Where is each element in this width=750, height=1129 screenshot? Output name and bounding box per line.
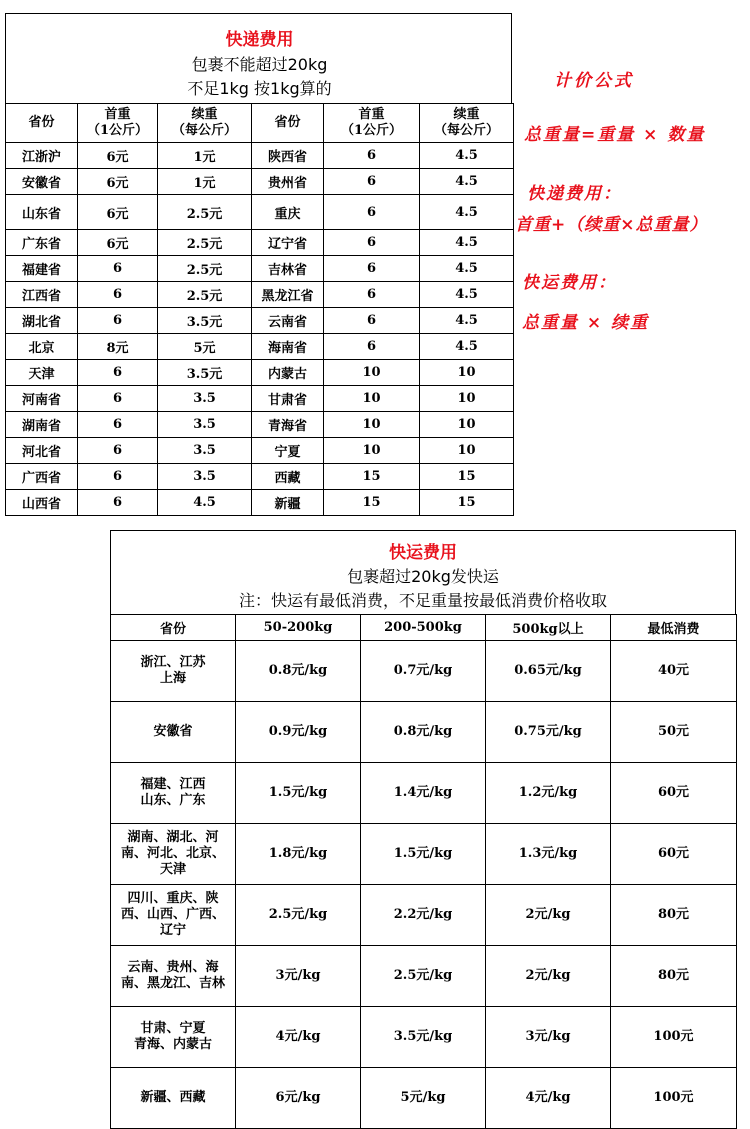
express-cell-first-weight: 6 [78, 464, 158, 490]
express-cell-first-weight: 6 [78, 360, 158, 386]
header-50-200kg: 50-200kg [236, 615, 361, 641]
express-cell-continued-weight-2: 4.5 [420, 334, 514, 360]
express-cell-province-2: 西藏 [252, 464, 324, 490]
express-cell-continued-weight-2: 4.5 [420, 308, 514, 334]
freight-header [110, 530, 736, 615]
express-cell-province-2: 宁夏 [252, 438, 324, 464]
express-cell-continued-weight: 2.5元 [158, 230, 252, 256]
formula-express: 首重+（续重×总重量） [515, 215, 708, 235]
express-cell-province-2: 陕西省 [252, 143, 324, 169]
express-cell-first-weight-2: 6 [324, 334, 420, 360]
express-cell-continued-weight: 3.5 [158, 464, 252, 490]
formula-freight: 总重量 × 续重 [522, 313, 650, 333]
freight-cell-50-200kg: 6元/kg [236, 1068, 361, 1129]
freight-cell-50-200kg: 2.5元/kg [236, 885, 361, 946]
freight-cell-province: 湖南、湖北、河南、河北、北京、天津 [111, 824, 236, 885]
freight-cell-50-200kg: 0.8元/kg [236, 641, 361, 702]
express-row [6, 230, 514, 256]
formula-title: 计价公式 [554, 71, 634, 91]
express-cell-province-2: 吉林省 [252, 256, 324, 282]
formula-express-label: 快递费用： [527, 184, 622, 204]
express-cell-continued-weight: 4.5 [158, 490, 252, 516]
express-cell-continued-weight: 2.5元 [158, 256, 252, 282]
express-price-table [5, 103, 514, 516]
express-rounding-note: 不足1kg 按1kg算的 [187, 79, 332, 98]
express-cell-province-2: 贵州省 [252, 169, 324, 195]
express-cell-first-weight: 6 [78, 438, 158, 464]
freight-cell-200-500kg: 5元/kg [361, 1068, 486, 1129]
express-cell-province: 天津 [6, 360, 78, 386]
freight-cell-500kg-plus: 0.65元/kg [486, 641, 611, 702]
express-cell-first-weight: 6元 [78, 195, 158, 230]
express-row [6, 334, 514, 360]
freight-cell-200-500kg: 2.5元/kg [361, 946, 486, 1007]
express-cell-province-2: 内蒙古 [252, 360, 324, 386]
express-row [6, 308, 514, 334]
express-cell-first-weight-2: 10 [324, 360, 420, 386]
freight-cell-50-200kg: 1.5元/kg [236, 763, 361, 824]
header-province: 省份 [6, 104, 78, 143]
header-500kg-plus: 500kg以上 [486, 615, 611, 641]
freight-cell-500kg-plus: 1.3元/kg [486, 824, 611, 885]
freight-price-table [110, 614, 737, 1129]
express-table-header [6, 104, 514, 143]
express-cell-first-weight-2: 10 [324, 438, 420, 464]
freight-cell-200-500kg: 0.7元/kg [361, 641, 486, 702]
freight-row [111, 824, 737, 885]
freight-cell-minimum-charge: 80元 [611, 885, 737, 946]
freight-weight-note: 包裹超过20kg发快运 [347, 567, 499, 586]
express-cell-continued-weight-2: 15 [420, 464, 514, 490]
freight-cell-200-500kg: 2.2元/kg [361, 885, 486, 946]
express-cell-continued-weight: 3.5元 [158, 360, 252, 386]
express-cell-first-weight: 6 [78, 490, 158, 516]
freight-row [111, 763, 737, 824]
freight-table-header [111, 615, 737, 641]
express-cell-first-weight-2: 6 [324, 230, 420, 256]
express-cell-first-weight-2: 15 [324, 490, 420, 516]
express-cell-province: 广东省 [6, 230, 78, 256]
header-first-weight-2: 首重 （1公斤） [324, 104, 420, 143]
express-cell-first-weight-2: 6 [324, 256, 420, 282]
express-cell-province: 江西省 [6, 282, 78, 308]
express-cell-continued-weight-2: 4.5 [420, 169, 514, 195]
express-cell-province: 山西省 [6, 490, 78, 516]
formula-freight-label: 快运费用： [522, 273, 617, 293]
freight-cell-province: 四川、重庆、陕西、山西、广西、辽宁 [111, 885, 236, 946]
express-cell-continued-weight-2: 4.5 [420, 143, 514, 169]
formula-total-weight: 总重量=重量 × 数量 [524, 125, 706, 145]
express-cell-first-weight: 6 [78, 386, 158, 412]
express-cell-province: 福建省 [6, 256, 78, 282]
header-continued-weight: 续重 （每公斤） [158, 104, 252, 143]
express-cell-first-weight: 6 [78, 282, 158, 308]
express-row [6, 438, 514, 464]
express-cell-province: 湖南省 [6, 412, 78, 438]
express-cell-first-weight-2: 6 [324, 143, 420, 169]
freight-cell-500kg-plus: 4元/kg [486, 1068, 611, 1129]
express-header [5, 13, 512, 103]
express-cell-first-weight: 6元 [78, 143, 158, 169]
express-title: 快递费用 [225, 30, 294, 50]
freight-cell-500kg-plus: 2元/kg [486, 946, 611, 1007]
express-cell-first-weight-2: 6 [324, 308, 420, 334]
freight-row [111, 1068, 737, 1129]
express-weight-limit: 包裹不能超过20kg [191, 55, 328, 74]
express-cell-province-2: 青海省 [252, 412, 324, 438]
express-cell-first-weight: 6 [78, 412, 158, 438]
freight-cell-province: 安徽省 [111, 702, 236, 763]
express-cell-continued-weight: 1元 [158, 169, 252, 195]
header-province-2: 省份 [252, 104, 324, 143]
express-cell-first-weight-2: 10 [324, 386, 420, 412]
express-cell-first-weight-2: 6 [324, 195, 420, 230]
freight-cell-province: 福建、江西 山东、广东 [111, 763, 236, 824]
freight-cell-50-200kg: 3元/kg [236, 946, 361, 1007]
freight-row [111, 946, 737, 1007]
freight-cell-50-200kg: 4元/kg [236, 1007, 361, 1068]
freight-cell-500kg-plus: 2元/kg [486, 885, 611, 946]
express-cell-continued-weight: 3.5 [158, 412, 252, 438]
express-cell-continued-weight-2: 10 [420, 386, 514, 412]
freight-cell-200-500kg: 1.4元/kg [361, 763, 486, 824]
express-cell-province: 安徽省 [6, 169, 78, 195]
express-cell-first-weight-2: 6 [324, 169, 420, 195]
express-cell-province: 河北省 [6, 438, 78, 464]
express-cell-first-weight-2: 10 [324, 412, 420, 438]
express-cell-continued-weight-2: 10 [420, 412, 514, 438]
freight-cell-minimum-charge: 50元 [611, 702, 737, 763]
freight-cell-minimum-charge: 80元 [611, 946, 737, 1007]
express-cell-continued-weight-2: 10 [420, 438, 514, 464]
freight-cell-500kg-plus: 0.75元/kg [486, 702, 611, 763]
freight-cell-province: 云南、贵州、海南、黑龙江、吉林 [111, 946, 236, 1007]
express-cell-first-weight: 8元 [78, 334, 158, 360]
freight-row [111, 1007, 737, 1068]
express-cell-first-weight: 6元 [78, 230, 158, 256]
express-cell-province: 江浙沪 [6, 143, 78, 169]
header-minimum-charge: 最低消费 [611, 615, 737, 641]
freight-cell-500kg-plus: 1.2元/kg [486, 763, 611, 824]
express-row [6, 169, 514, 195]
express-row [6, 195, 514, 230]
express-cell-province-2: 辽宁省 [252, 230, 324, 256]
express-cell-province-2: 新疆 [252, 490, 324, 516]
express-cell-province-2: 甘肃省 [252, 386, 324, 412]
freight-cell-province: 浙江、江苏 上海 [111, 641, 236, 702]
freight-cell-province: 甘肃、宁夏 青海、内蒙古 [111, 1007, 236, 1068]
freight-cell-minimum-charge: 40元 [611, 641, 737, 702]
express-cell-continued-weight-2: 15 [420, 490, 514, 516]
express-cell-continued-weight: 3.5元 [158, 308, 252, 334]
express-row [6, 464, 514, 490]
express-cell-province: 河南省 [6, 386, 78, 412]
express-cell-continued-weight-2: 4.5 [420, 195, 514, 230]
freight-cell-minimum-charge: 100元 [611, 1068, 737, 1129]
freight-cell-minimum-charge: 60元 [611, 824, 737, 885]
freight-minimum-note: 注：快运有最低消费，不足重量按最低消费价格收取 [238, 591, 607, 610]
freight-cell-province: 新疆、西藏 [111, 1068, 236, 1129]
express-cell-continued-weight: 1元 [158, 143, 252, 169]
freight-cell-500kg-plus: 3元/kg [486, 1007, 611, 1068]
express-cell-continued-weight: 2.5元 [158, 282, 252, 308]
freight-row [111, 702, 737, 763]
header-province: 省份 [111, 615, 236, 641]
freight-cell-minimum-charge: 100元 [611, 1007, 737, 1068]
express-cell-province: 山东省 [6, 195, 78, 230]
express-row [6, 412, 514, 438]
freight-cell-200-500kg: 3.5元/kg [361, 1007, 486, 1068]
express-cell-province-2: 云南省 [252, 308, 324, 334]
freight-title: 快运费用 [389, 543, 457, 563]
express-cell-continued-weight-2: 10 [420, 360, 514, 386]
freight-cell-200-500kg: 1.5元/kg [361, 824, 486, 885]
express-row [6, 282, 514, 308]
express-row [6, 490, 514, 516]
freight-row [111, 641, 737, 702]
header-continued-weight-2: 续重 （每公斤） [420, 104, 514, 143]
express-cell-continued-weight: 2.5元 [158, 195, 252, 230]
express-cell-province-2: 重庆 [252, 195, 324, 230]
express-cell-continued-weight: 3.5 [158, 386, 252, 412]
express-cell-first-weight-2: 6 [324, 282, 420, 308]
express-cell-continued-weight: 3.5 [158, 438, 252, 464]
express-cell-first-weight: 6元 [78, 169, 158, 195]
express-cell-province-2: 海南省 [252, 334, 324, 360]
freight-cell-minimum-charge: 60元 [611, 763, 737, 824]
express-row [6, 143, 514, 169]
header-200-500kg: 200-500kg [361, 615, 486, 641]
express-row [6, 386, 514, 412]
header-first-weight: 首重 （1公斤） [78, 104, 158, 143]
freight-cell-50-200kg: 0.9元/kg [236, 702, 361, 763]
express-cell-first-weight-2: 15 [324, 464, 420, 490]
express-cell-continued-weight-2: 4.5 [420, 282, 514, 308]
express-cell-province: 湖北省 [6, 308, 78, 334]
express-cell-province: 广西省 [6, 464, 78, 490]
express-cell-continued-weight-2: 4.5 [420, 230, 514, 256]
express-cell-first-weight: 6 [78, 308, 158, 334]
express-cell-continued-weight-2: 4.5 [420, 256, 514, 282]
express-row [6, 256, 514, 282]
freight-row [111, 885, 737, 946]
express-cell-province-2: 黑龙江省 [252, 282, 324, 308]
freight-cell-200-500kg: 0.8元/kg [361, 702, 486, 763]
express-cell-continued-weight: 5元 [158, 334, 252, 360]
express-row [6, 360, 514, 386]
express-cell-province: 北京 [6, 334, 78, 360]
express-cell-first-weight: 6 [78, 256, 158, 282]
freight-cell-50-200kg: 1.8元/kg [236, 824, 361, 885]
